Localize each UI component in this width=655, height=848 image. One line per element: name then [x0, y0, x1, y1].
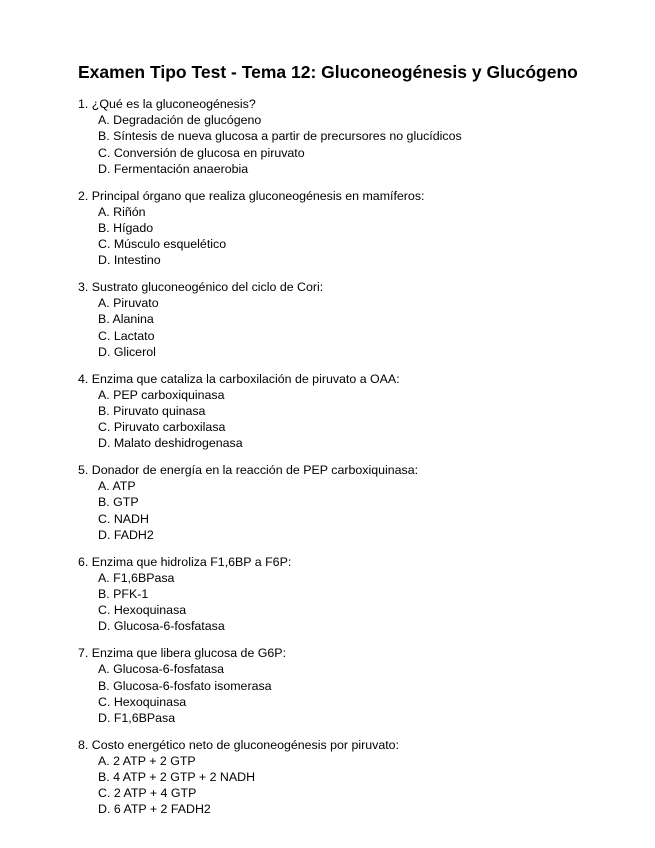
- option-a: A. Riñón: [98, 204, 146, 219]
- option-b: B. Alanina: [98, 312, 154, 327]
- option-b: B. GTP: [98, 495, 139, 510]
- question-text: 3. Sustrato gluconeogénico del ciclo de Cori:: [78, 280, 324, 295]
- option-a: A. 2 ATP + 2 GTP: [98, 753, 196, 768]
- option-d: D. Malato deshidrogenasa: [98, 436, 243, 451]
- option-d: D. Intestino: [98, 253, 161, 268]
- option-c: C. NADH: [98, 511, 149, 526]
- exam-page: [78, 60, 638, 828]
- option-list: [78, 387, 638, 452]
- question-text: 2. Principal órgano que realiza gluconeogénesis en mamíferos:: [78, 188, 425, 203]
- option-c: C. 2 ATP + 4 GTP: [98, 786, 197, 801]
- question-list: [78, 96, 638, 818]
- question-text: 8. Costo energético neto de gluconeogénesis por piruvato:: [78, 737, 399, 752]
- option-list: [78, 478, 638, 543]
- question-text: 4. Enzima que cataliza la carboxilación de piruvato a OAA:: [78, 371, 400, 386]
- option-d: D. 6 ATP + 2 FADH2: [98, 802, 211, 817]
- option-b: B. Hígado: [98, 220, 154, 235]
- option-d: D. Glucosa-6-fosfatasa: [98, 619, 225, 634]
- option-b: B. 4 ATP + 2 GTP + 2 NADH: [98, 770, 256, 785]
- option-b: B. Síntesis de nueva glucosa a partir de precursores no glucídicos: [98, 129, 462, 144]
- question-4: [78, 371, 638, 452]
- option-a: A. Piruvato: [98, 296, 159, 311]
- question-5: [78, 462, 638, 543]
- question-text: 5. Donador de energía en la reacción de PEP carboxiquinasa:: [78, 463, 419, 478]
- option-a: A. Degradación de glucógeno: [98, 113, 262, 128]
- option-c: C. Hexoquinasa: [98, 603, 187, 618]
- option-d: D. Fermentación anaerobia: [98, 161, 249, 176]
- option-a: A. ATP: [98, 479, 136, 494]
- option-d: D. FADH2: [98, 527, 154, 542]
- question-6: [78, 554, 638, 635]
- option-c: C. Piruvato carboxilasa: [98, 420, 226, 435]
- option-b: B. PFK-1: [98, 586, 149, 601]
- option-a: A. F1,6BPasa: [98, 570, 175, 585]
- option-d: D. Glicerol: [98, 344, 156, 359]
- exam-title: Examen Tipo Test - Tema 12: Gluconeogénesis y Glucógeno: [78, 62, 578, 82]
- option-c: C. Hexoquinasa: [98, 694, 187, 709]
- option-list: [78, 661, 638, 726]
- option-c: C. Conversión de glucosa en piruvato: [98, 145, 305, 160]
- question-1: [78, 96, 638, 177]
- question-text: 1. ¿Qué es la gluconeogénesis?: [78, 97, 256, 111]
- option-c: C. Músculo esquelético: [98, 237, 227, 252]
- option-a: A. Glucosa-6-fosfatasa: [98, 662, 225, 677]
- option-list: [78, 753, 638, 818]
- option-list: [78, 204, 638, 269]
- question-text: 6. Enzima que hidroliza F1,6BP a F6P:: [78, 554, 292, 569]
- option-b: B. Piruvato quinasa: [98, 403, 206, 418]
- option-a: A. PEP carboxiquinasa: [98, 387, 225, 402]
- question-text: 7. Enzima que libera glucosa de G6P:: [78, 646, 287, 661]
- option-b: B. Glucosa-6-fosfato isomerasa: [98, 678, 272, 693]
- question-7: [78, 645, 638, 726]
- option-list: [78, 112, 638, 177]
- option-d: D. F1,6BPasa: [98, 710, 176, 725]
- question-2: [78, 188, 638, 269]
- question-8: [78, 737, 638, 818]
- option-c: C. Lactato: [98, 328, 155, 343]
- option-list: [78, 295, 638, 360]
- option-list: [78, 570, 638, 635]
- question-3: [78, 279, 638, 360]
